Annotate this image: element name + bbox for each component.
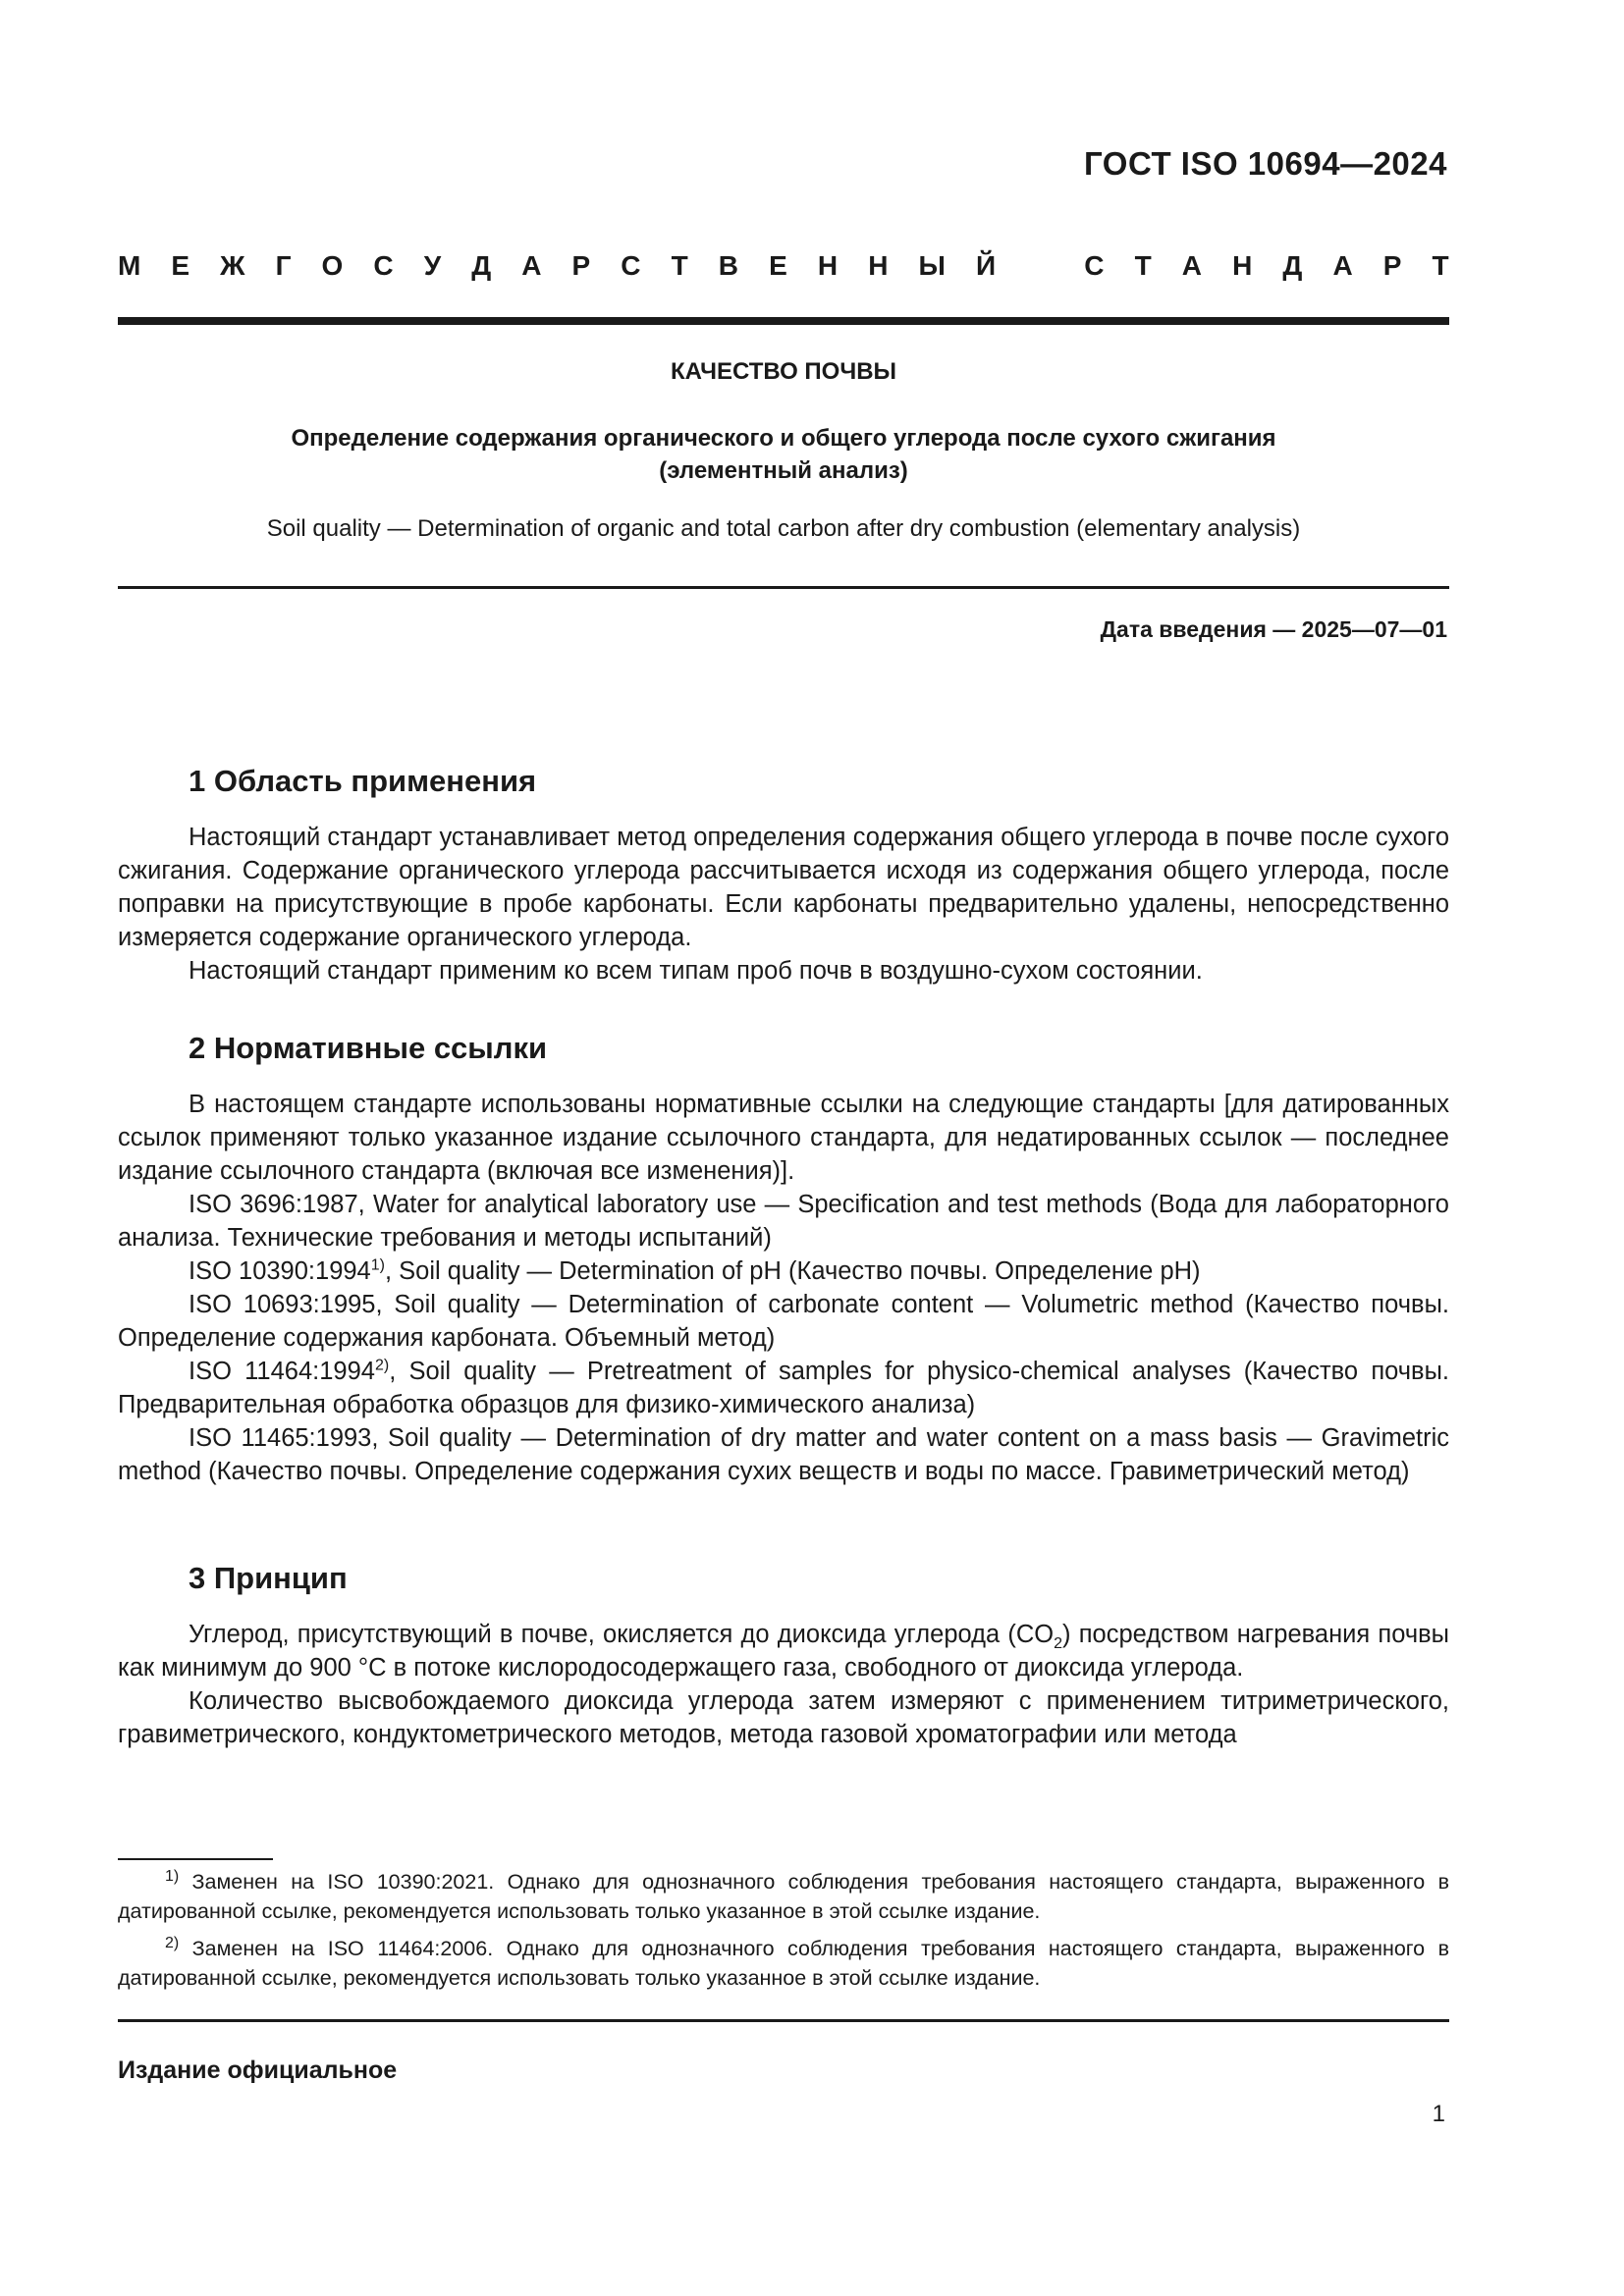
page-number: 1 xyxy=(1432,2101,1445,2127)
standard-type-letter: Д xyxy=(471,250,492,281)
effective-date: Дата введения — 2025—07—01 xyxy=(1100,616,1447,642)
section-heading: 1 Область применения xyxy=(189,764,537,798)
standard-type-letter: А xyxy=(1332,250,1353,281)
document-subtitle xyxy=(196,422,1371,487)
reference-item xyxy=(118,1255,1449,1288)
paragraph-text: ) посредством нагревания почвы как минимум до 900 °C в потоке кислородосодержащего газа, свободного от диоксида углерода. xyxy=(118,1621,1450,1682)
paragraph-text: Углерод, присутствующий в почве, окисляется до диоксида углерода (CO xyxy=(189,1621,1055,1648)
reference-item: ISO 3696:1987, Water for analytical laboratory use — Specification and test methods (Вода для лабораторного анализа. Технические требования и методы испытаний) xyxy=(118,1191,1449,1252)
subscript: 2 xyxy=(1054,1635,1063,1653)
standard-type-letter: Й xyxy=(976,250,997,281)
section-heading: 3 Принцип xyxy=(189,1561,348,1595)
reference-item: ISO 10693:1995, Soil quality — Determination of carbonate content — Volumetric method (Качество почвы. Определение содержания карбоната. Объемный метод) xyxy=(118,1291,1449,1352)
standard-type-heading xyxy=(118,250,1449,282)
standard-type-letter: В xyxy=(718,250,739,281)
english-title: Soil quality — Determination of organic and total carbon after dry combustion (elementary analysis) xyxy=(266,515,1301,542)
standard-type-letter: У xyxy=(423,250,442,281)
section-normative-references xyxy=(118,1031,1449,1488)
standard-type-letter: Е xyxy=(769,250,787,281)
document-title: КАЧЕСТВО ПОЧВЫ xyxy=(670,358,897,385)
footnote-marker: 2) xyxy=(165,1934,180,1951)
standard-type-letter: Р xyxy=(1382,250,1402,281)
footer-divider xyxy=(118,2019,1449,2022)
paragraph: В настоящем стандарте использованы нормативные ссылки на следующие стандарты [для датированных ссылок применяют только указанное издание ссылочного стандарта, для недатированных ссылок — последнее издание ссылочного стандарта (включая все изменения)]. xyxy=(118,1091,1449,1185)
standard-type-letter: Н xyxy=(817,250,839,281)
footnote-text: Заменен на ISO 11464:2006. Однако для однозначного соблюдения требования настоящего стандарта, выраженного в датированной ссылке, рекомендуется использовать только указанное в этой ссылке издание. xyxy=(118,1937,1449,1990)
reference-code: ISO 11464:1994 xyxy=(189,1358,375,1385)
standard-type-letter: Е xyxy=(171,250,190,281)
standard-type-letter: Т xyxy=(1432,250,1449,281)
standard-type-letter: Н xyxy=(1232,250,1253,281)
section-scope xyxy=(118,764,1449,988)
footnote xyxy=(118,1867,1449,1926)
reference-text: , Soil quality — Pretreatment of samples for physico-chemical analyses (Качество почвы. Предварительная обработка образцов для физико-химического анализа) xyxy=(118,1358,1449,1418)
section-principle xyxy=(118,1561,1449,1751)
paragraph: Настоящий стандарт устанавливает метод определения содержания общего углерода в почве после сухого сжигания. Содержание органического углерода рассчитывается исходя из содержания общего углерода, после поправки на присутствующие в пробе карбонаты. Если карбонаты предварительно удалены, непосредственно измеряется содержание органического углерода. xyxy=(118,824,1449,951)
subtitle-line: Определение содержания органического и общего углерода после сухого сжигания xyxy=(291,425,1276,452)
footnote xyxy=(118,1934,1449,1993)
paragraph: Настоящий стандарт применим ко всем типам проб почв в воздушно-сухом состоянии. xyxy=(189,957,1203,985)
standard-type-letter: Т xyxy=(1134,250,1152,281)
reference-item: ISO 11465:1993, Soil quality — Determination of dry matter and water content on a mass basis — Gravimetric method (Качество почвы. Определение содержания сухих веществ и воды по массе. Гравиметрический метод) xyxy=(118,1424,1449,1485)
standard-type-letter: Д xyxy=(1282,250,1303,281)
standard-type-letter: А xyxy=(521,250,542,281)
footnote-marker: 1) xyxy=(370,1256,385,1274)
standard-type-letter: Р xyxy=(571,250,591,281)
standard-type-letter: Ж xyxy=(220,250,245,281)
footnote-marker: 1) xyxy=(165,1867,180,1885)
footnote-marker: 2) xyxy=(374,1357,390,1374)
standard-type-letter: С xyxy=(621,250,641,281)
standard-type-letter: С xyxy=(373,250,394,281)
header-divider xyxy=(118,317,1449,325)
footnote-text: Заменен на ISO 10390:2021. Однако для однозначного соблюдения требования настоящего стандарта, выраженного в датированной ссылке, рекомендуется использовать только указанное в этой ссылке издание. xyxy=(118,1870,1449,1923)
official-edition-label: Издание официальное xyxy=(118,2056,398,2084)
title-divider xyxy=(118,586,1449,589)
footnote-divider xyxy=(118,1858,273,1860)
standard-type-letter: Г xyxy=(275,250,292,281)
paragraph xyxy=(118,1618,1449,1684)
standard-type-letter: А xyxy=(1181,250,1203,281)
standard-type-letter: С xyxy=(1084,250,1105,281)
standard-type-letter: М xyxy=(118,250,141,281)
section-heading: 2 Нормативные ссылки xyxy=(189,1031,548,1065)
standard-type-letter xyxy=(1026,250,1054,282)
gost-number: ГОСТ ISO 10694—2024 xyxy=(1084,145,1447,182)
reference-item xyxy=(118,1355,1449,1421)
standard-type-letter: Т xyxy=(671,250,688,281)
standard-type-letter: О xyxy=(321,250,344,281)
reference-text: , Soil quality — Determination of pH (Качество почвы. Определение pH) xyxy=(384,1257,1201,1285)
paragraph: Количество высвобождаемого диоксида углерода затем измеряют с применением титриметрического, гравиметрического, кондуктометрического методов, метода газовой хроматографии или метода xyxy=(118,1687,1449,1748)
standard-type-letter: Ы xyxy=(918,250,946,281)
subtitle-line: (элементный анализ) xyxy=(659,457,908,484)
reference-code: ISO 10390:1994 xyxy=(189,1257,371,1285)
standard-type-letter: Н xyxy=(868,250,889,281)
